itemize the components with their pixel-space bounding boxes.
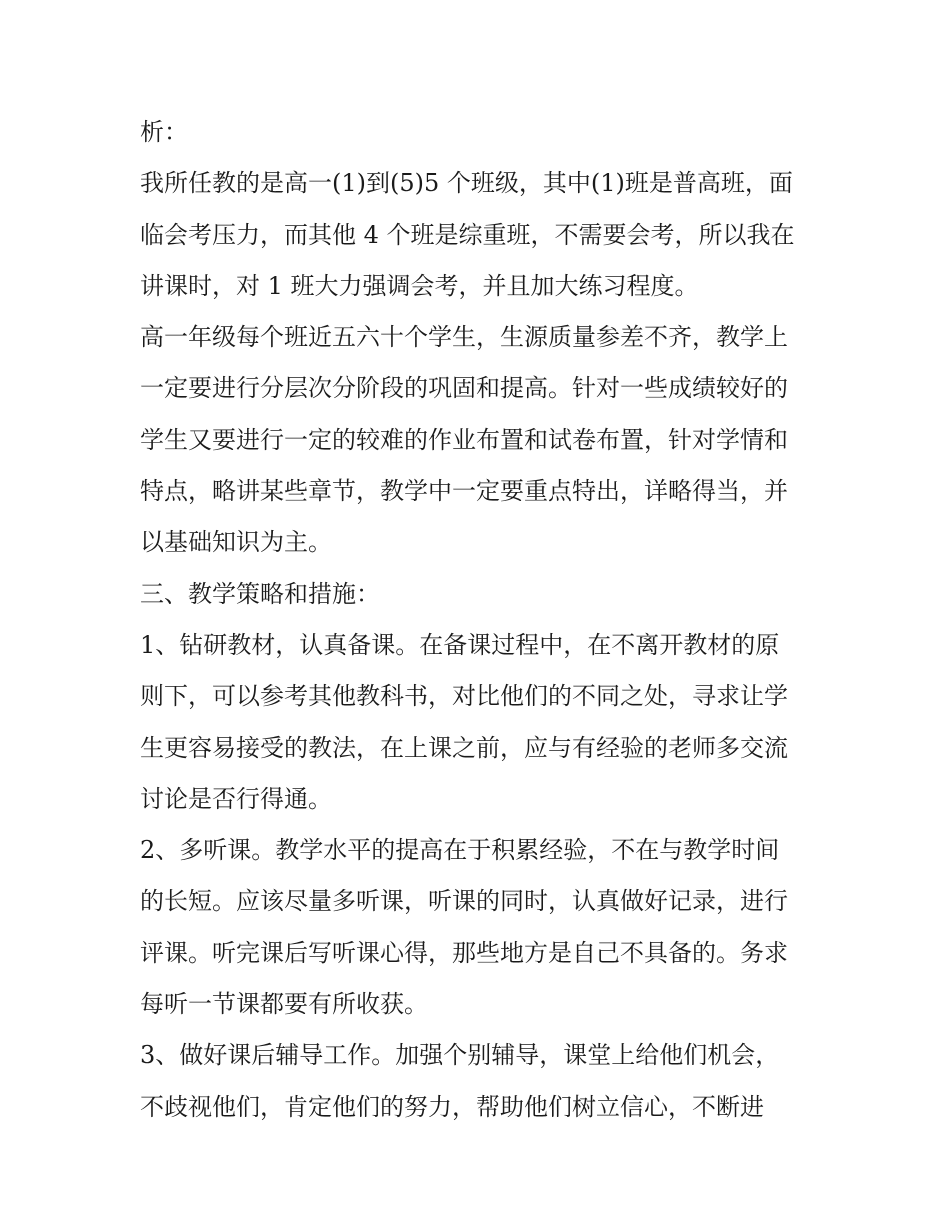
text-line: 我所任教的是高一(1)到(5)5 个班级，其中(1)班是普高班，面 (140, 169, 793, 198)
section-heading: 三、教学策略和措施： (140, 579, 380, 608)
text-line: 讨论是否行得通。 (140, 784, 332, 813)
text-line: 2、多听课。教学水平的提高在于积累经验，不在与教学时间 (140, 836, 780, 865)
text-line: 的长短。应该尽量多听课，听课的同时，认真做好记录，进行 (140, 887, 788, 916)
text-line: 每听一节课都要有所收获。 (140, 990, 428, 1019)
text-line: 3、做好课后辅导工作。加强个别辅导，课堂上给他们机会， (140, 1041, 780, 1070)
text-line: 析： (140, 118, 188, 146)
text-line: 高一年级每个班近五六十个学生，生源质量参差不齐，教学上 (140, 323, 788, 352)
text-line: 特点，略讲某些章节，教学中一定要重点特出，详略得当，并 (140, 477, 788, 506)
text-line: 以基础知识为主。 (140, 528, 332, 557)
text-line: 讲课时，对 1 班大力强调会考，并且加大练习程度。 (140, 271, 699, 300)
document-body (140, 107, 830, 1133)
text-line: 学生又要进行一定的较难的作业布置和试卷布置，针对学情和 (140, 425, 788, 454)
text-line: 生更容易接受的教法，在上课之前，应与有经验的老师多交流 (140, 733, 788, 762)
text-line: 不歧视他们，肯定他们的努力，帮助他们树立信心，不断进 (140, 1092, 764, 1121)
text-line: 1、钻研教材，认真备课。在备课过程中，在不离开教材的原 (140, 630, 780, 659)
text-line: 则下，可以参考其他教科书，对比他们的不同之处，寻求让学 (140, 682, 788, 711)
text-line: 评课。听完课后写听课心得，那些地方是自己不具备的。务求 (140, 938, 788, 967)
text-line: 临会考压力，而其他 4 个班是综重班，不需要会考，所以我在 (140, 220, 795, 249)
text-line: 一定要进行分层次分阶段的巩固和提高。针对一些成绩较好的 (140, 374, 788, 403)
